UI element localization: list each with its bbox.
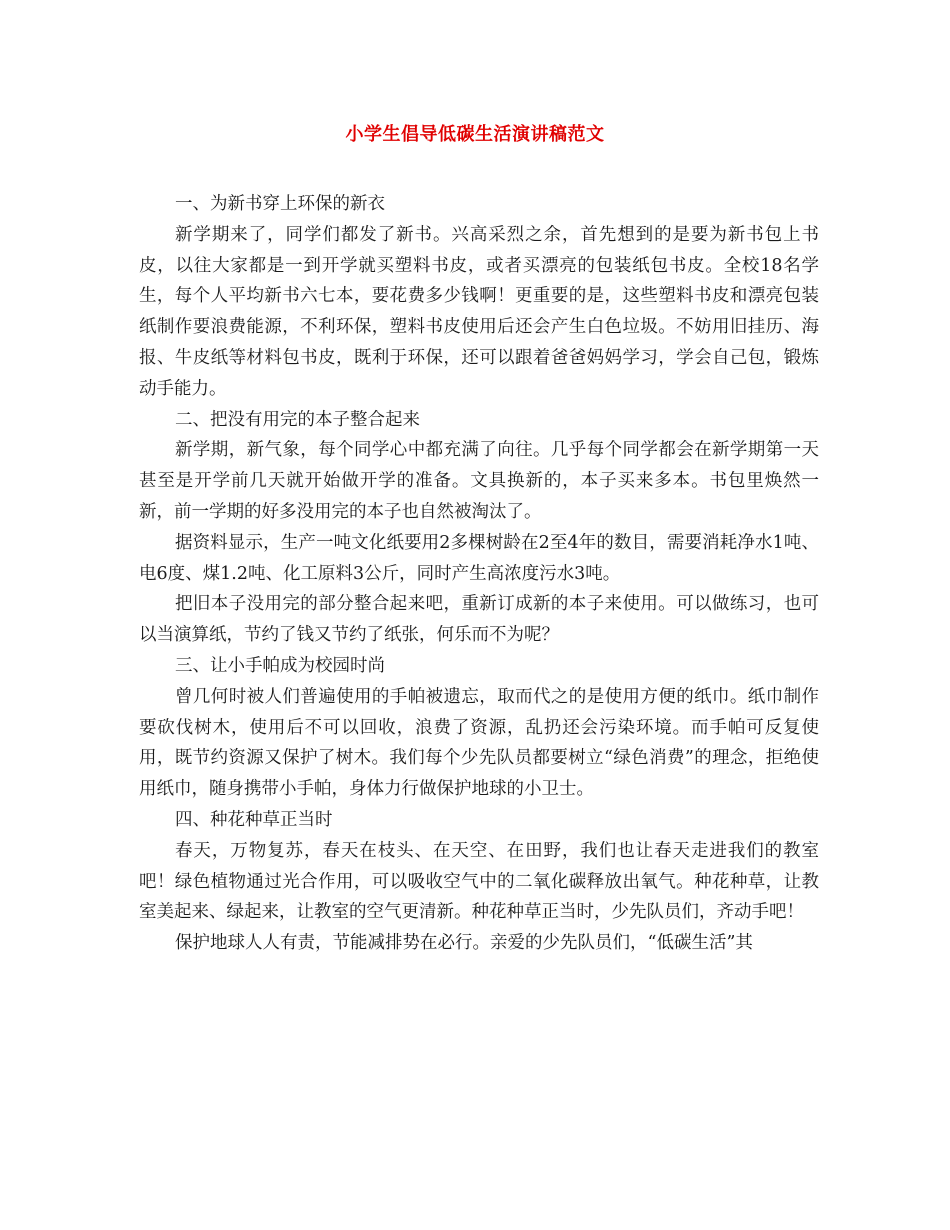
body-paragraph: 春天，万物复苏，春天在枝头、在天空、在田野，我们也让春天走进我们的教室吧！绿色植物通过光合作用，可以吸收空气中的二氧化碳释放出氧气。种花种草，让教室美起来、绿起来，让教室的空气更清新。种花种草正当时，少先队员们，齐动手吧！: [139, 840, 819, 923]
body-paragraph: 新学期，新气象，每个同学心中都充满了向往。几乎每个同学都会在新学期第一天甚至是开学前几天就开始做开学的准备。文具换新的，本子买来多本。书包里焕然一新，前一学期的好多没用完的本子也自然被淘汰了。: [139, 440, 819, 522]
body-paragraph: 新学期来了，同学们都发了新书。兴高采烈之余，首先想到的是要为新书包上书皮，以往大家都是一到开学就买塑料书皮，或者买漂亮的包装纸包书皮。全校18名学生，每个人平均新书六七本，要花费多少钱啊！更重要的是，这些塑料书皮和漂亮包装纸制作要浪费能源，不利环保，塑料书皮使用后还会产生白色垃圾。不妨用旧挂历、海报、牛皮纸等材料包书皮，既利于环保，还可以跟着爸爸妈妈学习，学会自己包，锻炼动手能力。: [139, 224, 819, 399]
body-paragraph: 把旧本子没用完的部分整合起来吧，重新订成新的本子来使用。可以做练习，也可以当演算纸，节约了钱又节约了纸张，何乐而不为呢？: [139, 594, 819, 646]
section-heading-2: 二、把没有用完的本子整合起来: [175, 409, 420, 430]
body-paragraph: 据资料显示，生产一吨文化纸要用2多棵树龄在2至4年的数目，需要消耗净水1吨、电6度、煤1.2吨、化工原料3公斤，同时产生高浓度污水3吨。: [139, 532, 819, 584]
body-paragraph: 曾几何时被人们普遍使用的手帕被遗忘，取而代之的是使用方便的纸巾。纸巾制作要砍伐树木，使用后不可以回收，浪费了资源，乱扔还会污染环境。而手帕可反复使用，既节约资源又保护了树木。我们每个少先队员都要树立“绿色消费”的理念，拒绝使用纸巾，随身携带小手帕，身体力行做保护地球的小卫士。: [139, 686, 819, 800]
document-body: [139, 189, 819, 959]
document-title: 小学生倡导低碳生活演讲稿范文: [345, 124, 605, 145]
section-heading-4: 四、种花种草正当时: [175, 809, 333, 830]
section-heading-1: 一、为新书穿上环保的新衣: [175, 194, 385, 214]
body-paragraph: 保护地球人人有责，节能减排势在必行。亲爱的少先队员们，“低碳生活”其: [175, 933, 753, 954]
section-heading-3: 三、让小手帕成为校园时尚: [175, 655, 385, 676]
